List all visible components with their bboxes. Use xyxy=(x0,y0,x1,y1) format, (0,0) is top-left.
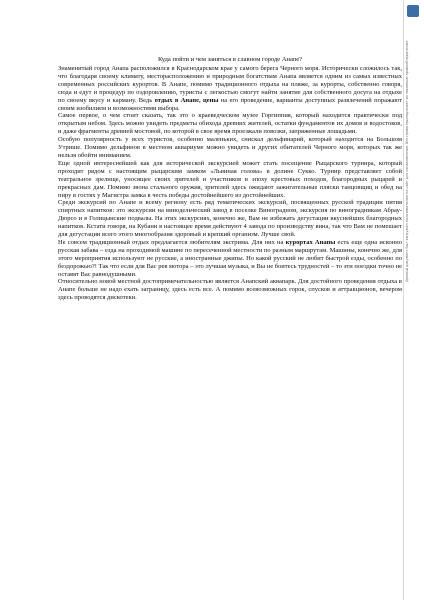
paragraph xyxy=(58,65,402,112)
sidebar-watermark-text: Данный документ был загружен пользователем на сайт для ознакомления. Все права принадлежат их законным правообладателям. xyxy=(405,40,409,282)
bold-text: отдых в Анапе, цены xyxy=(154,96,219,104)
paragraph xyxy=(58,136,402,160)
document-page xyxy=(58,56,402,302)
text-run: Не совсем традиционный отдых предлагается любителям экстрима. Для них на xyxy=(58,238,286,246)
site-logo-icon[interactable] xyxy=(407,5,419,17)
text-run: Особую популярность у всех туристов, особенно маленьких, снискал дельфинарий, который находится на Большом Утрише. Помимо дельфинов в местном аквариуме можно увидеть и других обитателей Черного моря, которых так же нельзя обойти вниманием. xyxy=(58,136,402,159)
paragraph xyxy=(58,278,402,302)
text-run: Знаменитый город Анапа расположился в Краснодарском крае у самого берега Черного моря. Исторически сложилось так, что благодаря своему климату, месторасположению и природным богатствам Анапа является одним из самых известных современных российских курортов. В Анапе, помимо традиционного отдыха на пляже, за курорты, собственно говоря, сюда и едут и процедур по оздоровлению, туристы с легкостью смогут найти занятие для собственного досуга на отдыхе по своему вкусу и карману. Ведь xyxy=(58,65,402,104)
paragraph xyxy=(58,239,402,279)
page-title: Куда пойти и чем заняться в славном городе Анапе? xyxy=(157,56,303,63)
document-body xyxy=(58,65,402,302)
bold-text: курортах Анапы xyxy=(285,238,336,246)
paragraph xyxy=(58,160,402,200)
right-sidebar xyxy=(403,0,424,600)
paragraph xyxy=(58,199,402,239)
text-run: на его проведение, варианты доступных развлечений поражают своим изобилием и возможностями выбора. xyxy=(58,96,402,112)
text-run: Среди экскурсий по Анапе и всему региону есть ряд тематических экскурсий, посвященных русской традиции пития спиртных напитков: это экскурсии на винодельческий завод в поселке Виноградном, экскурсия по виноградникам Абрау-Дюрсо и в Голицынские подвалы. На этих экскурсиях, конечно же, Вам не избежать дегустации вкуснейших благородных напитков. Кстати говоря, на Кубани в настоящее время действуют 4 завода по производству вина, так что Вам не помешает для дегустации всего этого многообразия здоровый и крепкий организм. Лучше свой. xyxy=(58,199,402,239)
text-run: Еще одной интереснейшей как для исторической экскурсией может стать посещение Рыцарского турнира, который проходит рядом с настоящим рыцарским замком «Львиная голова» в долине Сукко. Турнир представляет собой театральное зрелище, уносящее своих зрителей и участников в эпоху крестовых походов, благородных рыцарей и прекрасных дам. Помимо звона стального оружия, зрителей здесь ожидают зажигательные пляски танцовщиц и обед на пиру в гостях у Магистра замка в честь победы достойнейшего из достойнейших. xyxy=(58,159,402,199)
text-run: Самое первое, о чем стоит сказать, так это о краеведческом музее Горгиппия, который находится практически под открытым небом. Здесь можно увидеть предметы обихода древних жителей, остатки фундаментов их домов и водостоков, и даже фрагменты древней мостовой, по которой в свое время проезжали повозки, запряженные лошадьми. xyxy=(58,112,402,136)
text-run: Относительно новой местной достопримечательностью является Анапский аквапарк. Для достойного проведения отдыха в Анапе больше не надо ехать заграницу, здесь есть все. А помимо всевозможных горок, спусков и аттракционов, вечером здесь проводятся дискотеки. xyxy=(58,278,402,302)
paragraph xyxy=(58,112,402,136)
text-run: есть еще одна исконно русская забава – езда на проходимой машине по пересеченной местности по разным маршрутам. Машины, конечно же, для этого мероприятия используют не русские, а иностранные джипы. Но какой русский не любит быстрой езды, особенно по бездорожью?! Так что если для Вас рев мотора – это лучшая музыка, и Вы не боитесь трудностей – то эти поездки точно не оставят Вас равнодушными. xyxy=(58,238,402,278)
